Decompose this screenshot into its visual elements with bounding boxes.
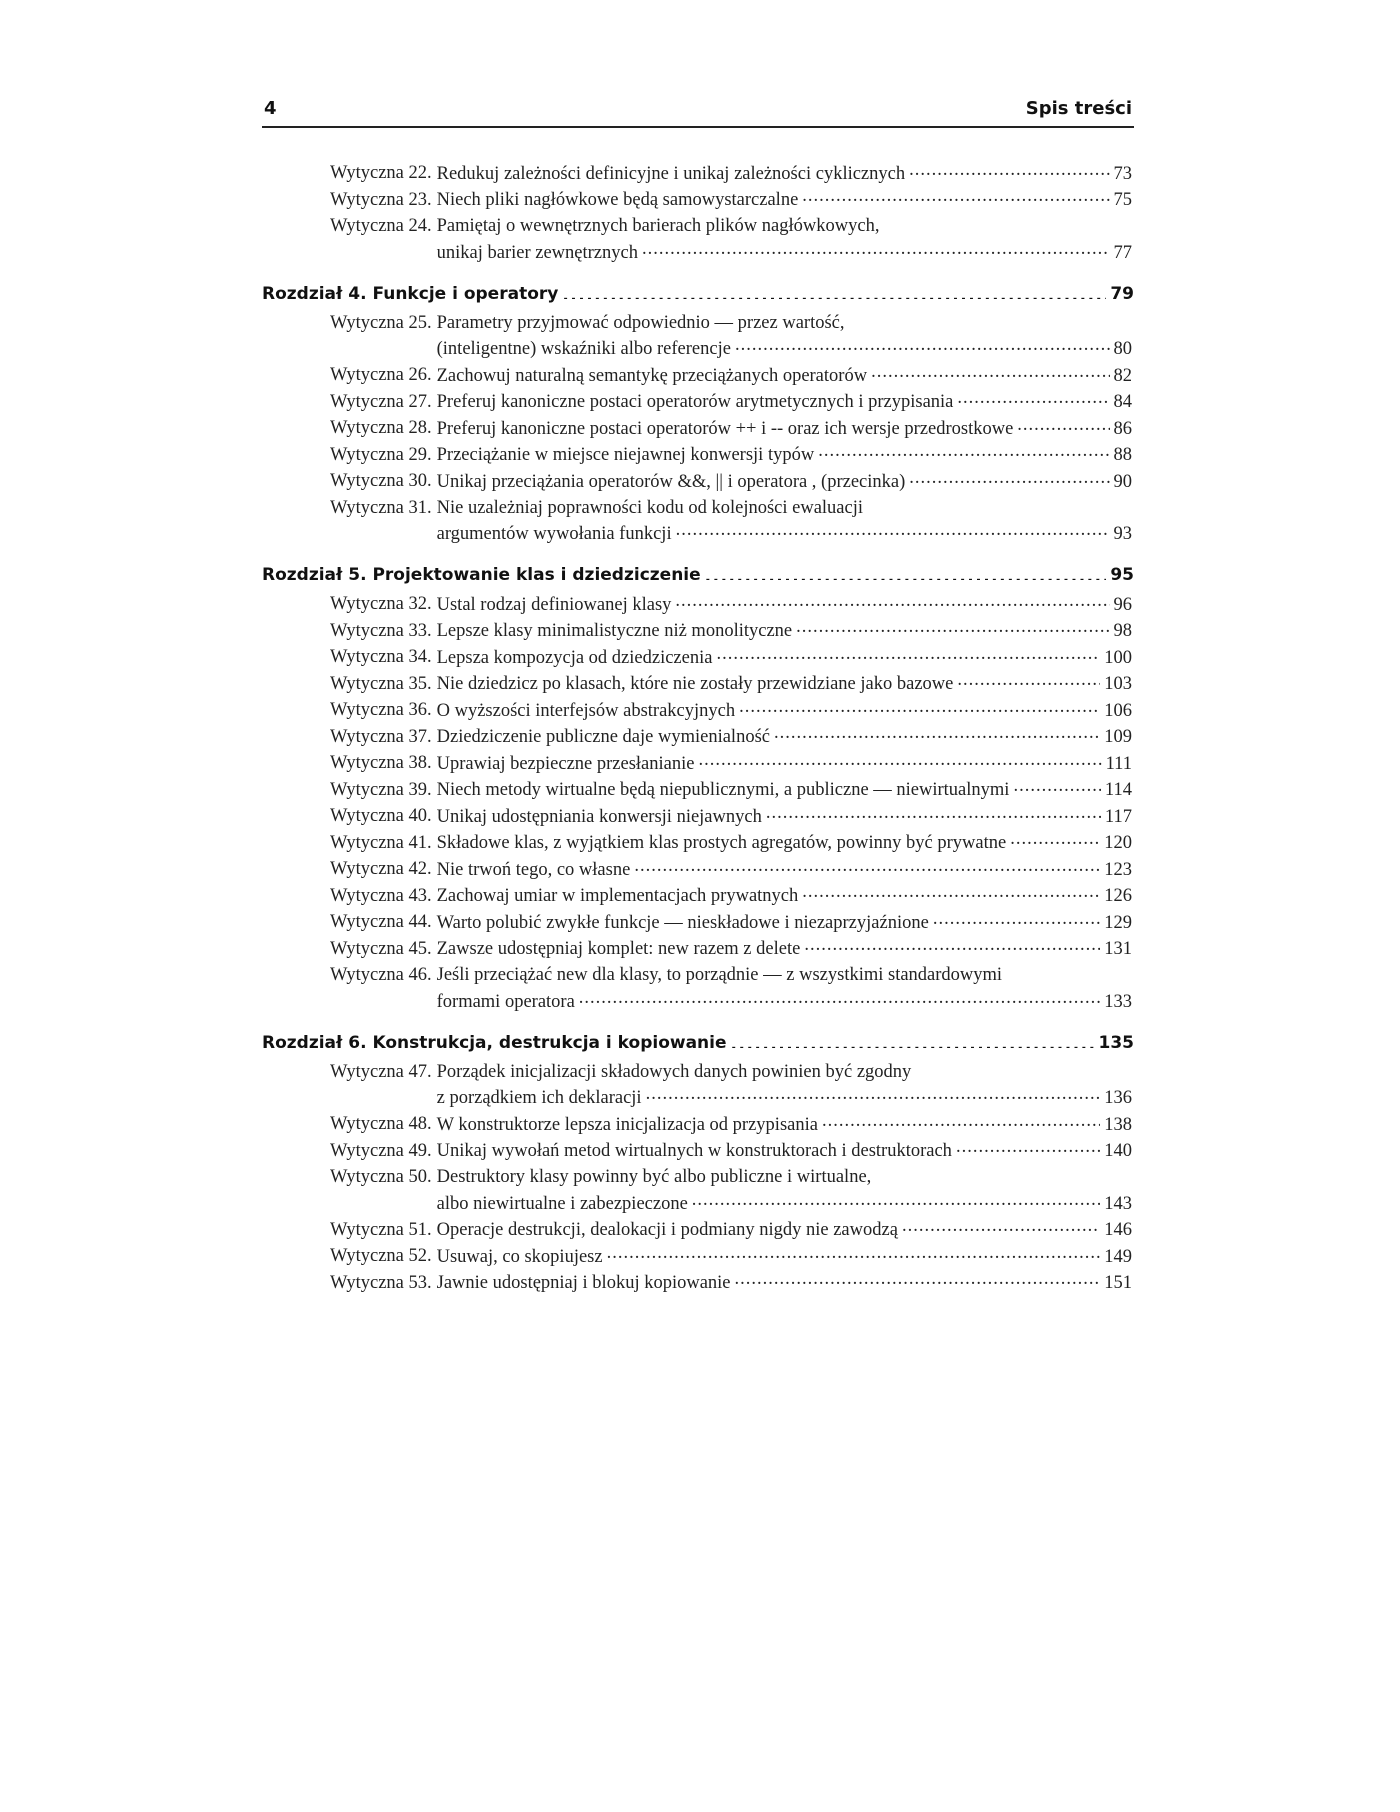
entry-title-line: Unikaj wywołań metod wirtualnych w konstruktorach i destruktorach xyxy=(436,1141,952,1161)
entry-last-line xyxy=(437,936,1132,963)
entry-body xyxy=(437,1243,1132,1270)
toc-entry[interactable] xyxy=(262,468,1134,495)
entry-page-number: 96 xyxy=(1113,594,1132,615)
entry-number: Wytyczna 36. xyxy=(330,700,432,720)
entry-body xyxy=(437,909,1132,936)
entry-title-line: Jeśli przeciążać new dla klasy, to porządnie — z wszystkimi standardowymi xyxy=(436,965,1003,985)
entry-title-line: Unikaj przeciążania operatorów &&, || i operatora , (przecinka) xyxy=(436,471,906,492)
entry-page-number: 103 xyxy=(1104,674,1132,694)
dot-leader xyxy=(642,239,1110,258)
entry-page-number: 117 xyxy=(1104,806,1132,827)
entry-last-line xyxy=(437,724,1132,751)
dot-leader xyxy=(634,856,1100,875)
entry-page-number: 93 xyxy=(1113,524,1132,544)
toc-entry[interactable] xyxy=(262,1217,1134,1244)
dot-leader xyxy=(871,362,1109,381)
entry-body xyxy=(437,777,1132,804)
chapter-title: Rozdział 6. Konstrukcja, destrukcja i kopiowanie xyxy=(262,1032,727,1053)
toc-entry[interactable] xyxy=(262,883,1134,910)
entry-title-line: Zachowuj naturalną semantykę przeciążanych operatorów xyxy=(436,365,868,386)
entry-number: Wytyczna 45. xyxy=(330,938,432,959)
entry-body xyxy=(437,1217,1132,1244)
entry-number: Wytyczna 42. xyxy=(330,859,432,879)
chapter-page-number: 95 xyxy=(1110,565,1134,585)
toc-entry[interactable] xyxy=(262,750,1134,777)
entry-body xyxy=(437,750,1132,777)
toc-entry[interactable] xyxy=(262,187,1134,214)
dot-leader xyxy=(607,1243,1101,1262)
entry-number: Wytyczna 43. xyxy=(330,885,432,906)
entry-body xyxy=(437,962,1132,1015)
entry-page-number: 123 xyxy=(1104,859,1132,880)
entry-page-number: 98 xyxy=(1113,621,1132,641)
entry-title-line: Dziedziczenie publiczne daje wymienialność xyxy=(436,727,770,747)
entry-number: Wytyczna 24. xyxy=(330,216,432,236)
dot-leader xyxy=(802,883,1100,902)
entry-number: Wytyczna 37. xyxy=(330,726,432,747)
entry-number: Wytyczna 35. xyxy=(330,673,432,694)
toc-entry[interactable] xyxy=(262,644,1134,671)
entry-page-number: 136 xyxy=(1104,1088,1132,1108)
entry-title-line: Lepsze klasy minimalistyczne niż monolityczne xyxy=(436,621,793,641)
entry-title-line: (inteligentne) wskaźniki albo referencje xyxy=(436,339,731,359)
entry-page-number: 149 xyxy=(1104,1246,1132,1267)
entry-page-number: 82 xyxy=(1113,365,1132,386)
entry-body xyxy=(437,1270,1132,1297)
entry-page-number: 151 xyxy=(1104,1273,1132,1293)
chapter-page-number: 79 xyxy=(1110,283,1134,304)
entry-last-line xyxy=(437,521,1132,548)
entry-page-number: 100 xyxy=(1104,647,1132,668)
entry-body xyxy=(437,883,1132,910)
entry-number: Wytyczna 44. xyxy=(330,912,432,932)
dot-leader xyxy=(796,618,1109,637)
toc-entry[interactable] xyxy=(262,415,1134,442)
dot-leader xyxy=(804,936,1100,955)
entry-number: Wytyczna 29. xyxy=(330,444,432,465)
entry-last-line xyxy=(437,591,1132,618)
entry-page-number: 88 xyxy=(1113,445,1132,465)
entry-title-line: Nie trwoń tego, co własne xyxy=(436,859,631,880)
entry-body xyxy=(437,213,1132,266)
entry-page-number: 131 xyxy=(1104,939,1132,959)
dot-leader xyxy=(579,988,1100,1007)
entry-number: Wytyczna 49. xyxy=(330,1140,432,1161)
entry-body xyxy=(437,697,1132,724)
entry-title-line: Niech pliki nagłówkowe będą samowystarczalne xyxy=(436,190,799,210)
entry-title-line: Pamiętaj o wewnętrznych barierach plików nagłówkowych, xyxy=(436,216,880,236)
dot-leader xyxy=(956,1138,1100,1157)
entry-title-line: O wyższości interfejsów abstrakcyjnych xyxy=(436,700,736,721)
dot-leader xyxy=(716,644,1100,663)
entry-number: Wytyczna 50. xyxy=(330,1167,432,1187)
entry-body xyxy=(437,1059,1132,1112)
entry-body xyxy=(437,618,1132,645)
entry-body xyxy=(437,310,1132,363)
entry-title-line: Destruktory klasy powinny być albo publiczne i wirtualne, xyxy=(436,1167,872,1187)
entry-last-line xyxy=(437,239,1132,266)
toc-entry[interactable] xyxy=(262,777,1134,804)
entry-title-line: Operacje destrukcji, dealokacji i podmiany nigdy nie zawodzą xyxy=(436,1220,898,1240)
entry-page-number: 75 xyxy=(1113,190,1132,210)
entry-page-number: 133 xyxy=(1104,991,1132,1012)
entry-last-line xyxy=(437,1217,1132,1244)
entry-page-number: 114 xyxy=(1104,780,1132,800)
entry-page-number: 84 xyxy=(1113,392,1132,412)
entry-last-line xyxy=(437,336,1132,363)
toc-entry[interactable] xyxy=(262,962,1134,1015)
entry-last-line xyxy=(437,187,1132,214)
entry-body xyxy=(437,1164,1132,1217)
entry-page-number: 73 xyxy=(1113,163,1132,184)
toc-entry[interactable] xyxy=(262,591,1134,618)
entry-number: Wytyczna 26. xyxy=(330,365,432,385)
entry-last-line xyxy=(437,671,1132,698)
entry-number: Wytyczna 33. xyxy=(330,620,432,641)
entry-page-number: 80 xyxy=(1113,339,1132,359)
entry-body xyxy=(437,724,1132,751)
dot-leader xyxy=(909,160,1109,179)
entry-page-number: 106 xyxy=(1104,700,1132,721)
entry-last-line xyxy=(437,618,1132,645)
header-title: Spis treści xyxy=(1025,98,1132,119)
chapter-title: Rozdział 5. Projektowanie klas i dziedziczenie xyxy=(262,565,701,585)
entry-last-line xyxy=(437,750,1132,777)
entry-last-line xyxy=(437,830,1132,857)
entry-body xyxy=(437,644,1132,671)
entry-title-line: formami operatora xyxy=(436,991,575,1012)
entry-number: Wytyczna 27. xyxy=(330,391,432,412)
toc-entry[interactable] xyxy=(262,362,1134,389)
toc-entry[interactable] xyxy=(262,495,1134,548)
entry-page-number: 109 xyxy=(1104,727,1132,747)
entry-title-line: Składowe klas, z wyjątkiem klas prostych agregatów, powinny być prywatne xyxy=(436,833,1007,853)
dot-leader xyxy=(1013,777,1100,796)
entry-number: Wytyczna 40. xyxy=(330,806,432,826)
entry-body xyxy=(437,389,1132,416)
entry-body xyxy=(437,856,1132,883)
entry-number: Wytyczna 46. xyxy=(330,965,432,985)
dot-leader xyxy=(802,187,1109,206)
dot-leader xyxy=(698,750,1101,769)
entry-body xyxy=(437,591,1132,618)
entry-body xyxy=(437,468,1132,495)
entry-page-number: 90 xyxy=(1113,471,1132,492)
entry-last-line xyxy=(437,1190,1132,1217)
entry-body xyxy=(437,187,1132,214)
entry-title-line: Warto polubić zwykłe funkcje — nieskładowe i niezaprzyjaźnione xyxy=(436,912,929,933)
entry-title-line: albo niewirtualne i zabezpieczone xyxy=(436,1193,688,1214)
dot-leader xyxy=(933,909,1100,928)
toc-entry[interactable] xyxy=(262,389,1134,416)
entry-last-line xyxy=(437,1270,1132,1297)
entry-title-line: Zachowaj umiar w implementacjach prywatnych xyxy=(436,886,799,906)
entry-page-number: 143 xyxy=(1104,1193,1132,1214)
entry-page-number: 120 xyxy=(1104,833,1132,853)
entry-title-line: Niech metody wirtualne będą niepublicznymi, a publiczne — niewirtualnymi xyxy=(436,780,1010,800)
entry-last-line xyxy=(437,415,1132,442)
toc-entry[interactable] xyxy=(262,213,1134,266)
entry-title-line: Lepsza kompozycja od dziedziczenia xyxy=(436,647,713,668)
entry-last-line xyxy=(437,442,1132,469)
entry-title-line: Przeciążanie w miejsce niejawnej konwersji typów xyxy=(436,445,815,465)
entry-number: Wytyczna 22. xyxy=(330,163,432,183)
toc-entry[interactable] xyxy=(262,618,1134,645)
entry-last-line xyxy=(437,389,1132,416)
dot-leader xyxy=(818,442,1109,461)
entry-title-line: Parametry przyjmować odpowiednio — przez wartość, xyxy=(436,312,845,333)
dot-leader xyxy=(1010,830,1100,849)
entry-number: Wytyczna 31. xyxy=(330,497,432,518)
toc-entry[interactable] xyxy=(262,909,1134,936)
entry-number: Wytyczna 25. xyxy=(330,312,432,333)
toc-chapter[interactable] xyxy=(262,560,1134,590)
entry-title-line: Jawnie udostępniaj i blokuj kopiowanie xyxy=(436,1273,731,1293)
entry-last-line xyxy=(437,1138,1132,1165)
dot-leader xyxy=(1017,415,1109,434)
toc-entry[interactable] xyxy=(262,1138,1134,1165)
entry-body xyxy=(437,362,1132,389)
dot-leader xyxy=(731,1031,1095,1048)
entry-page-number: 138 xyxy=(1104,1114,1132,1135)
entry-number: Wytyczna 47. xyxy=(330,1061,432,1082)
entry-last-line xyxy=(437,856,1132,883)
entry-title-line: Redukuj zależności definicyjne i unikaj zależności cyklicznych xyxy=(436,163,906,184)
toc-entry[interactable] xyxy=(262,442,1134,469)
entry-title-line: Ustal rodzaj definiowanej klasy xyxy=(436,594,672,615)
entry-page-number: 140 xyxy=(1104,1141,1132,1161)
entry-last-line xyxy=(437,1085,1132,1112)
entry-last-line xyxy=(437,1111,1132,1138)
dot-leader xyxy=(675,591,1109,610)
entry-last-line xyxy=(437,644,1132,671)
entry-last-line xyxy=(437,803,1132,830)
toc-entry[interactable] xyxy=(262,310,1134,363)
entry-body xyxy=(437,442,1132,469)
toc-entry[interactable] xyxy=(262,1243,1134,1270)
entry-page-number: 146 xyxy=(1104,1220,1132,1240)
dot-leader xyxy=(692,1190,1100,1209)
entry-title-line: Preferuj kanoniczne postaci operatorów arytmetycznych i przypisania xyxy=(436,392,954,412)
toc-entry[interactable] xyxy=(262,1059,1134,1112)
running-header xyxy=(262,96,1134,128)
entry-body xyxy=(437,160,1132,187)
entry-body xyxy=(437,1138,1132,1165)
entry-last-line xyxy=(437,468,1132,495)
entry-title-line: argumentów wywołania funkcji xyxy=(436,524,672,544)
dot-leader xyxy=(676,521,1110,540)
entry-number: Wytyczna 48. xyxy=(330,1114,432,1134)
dot-leader xyxy=(766,803,1101,822)
entry-number: Wytyczna 41. xyxy=(330,832,432,853)
dot-leader xyxy=(562,282,1106,299)
dot-leader xyxy=(774,724,1100,743)
dot-leader xyxy=(909,468,1109,487)
entry-page-number: 111 xyxy=(1105,753,1132,774)
entry-number: Wytyczna 23. xyxy=(330,189,432,210)
dot-leader xyxy=(822,1111,1100,1130)
entry-page-number: 126 xyxy=(1104,886,1132,906)
chapter-page-number: 135 xyxy=(1098,1032,1134,1053)
dot-leader xyxy=(739,697,1100,716)
entry-body xyxy=(437,830,1132,857)
entry-title-line: unikaj barier zewnętrznych xyxy=(436,242,638,263)
table-of-contents xyxy=(262,160,1134,1296)
entry-last-line xyxy=(437,777,1132,804)
entry-number: Wytyczna 30. xyxy=(330,471,432,491)
entry-page-number: 77 xyxy=(1113,242,1132,263)
entry-last-line xyxy=(437,160,1132,187)
dot-leader xyxy=(902,1217,1100,1236)
entry-last-line xyxy=(437,909,1132,936)
toc-entry[interactable] xyxy=(262,697,1134,724)
entry-title-line: W konstruktorze lepsza inicjalizacja od przypisania xyxy=(436,1114,818,1135)
entry-last-line xyxy=(437,883,1132,910)
entry-last-line xyxy=(437,697,1132,724)
entry-number: Wytyczna 39. xyxy=(330,779,432,800)
entry-title-line: Uprawiaj bezpieczne przesłanianie xyxy=(436,753,695,774)
entry-number: Wytyczna 53. xyxy=(330,1272,432,1293)
entry-body xyxy=(437,495,1132,548)
toc-entry[interactable] xyxy=(262,830,1134,857)
entry-last-line xyxy=(437,362,1132,389)
chapter-title: Rozdział 4. Funkcje i operatory xyxy=(262,283,559,304)
toc-entry[interactable] xyxy=(262,724,1134,751)
toc-entry[interactable] xyxy=(262,1111,1134,1138)
entry-title-line: Preferuj kanoniczne postaci operatorów ++ i -- oraz ich wersje przedrostkowe xyxy=(436,418,1014,439)
entry-page-number: 129 xyxy=(1104,912,1132,933)
entry-title-line: z porządkiem ich deklaracji xyxy=(436,1088,642,1108)
entry-page-number: 86 xyxy=(1113,418,1132,439)
dot-leader xyxy=(957,389,1109,408)
entry-title-line: Zawsze udostępniaj komplet: new razem z delete xyxy=(436,939,801,959)
dot-leader xyxy=(735,1270,1101,1289)
entry-title-line: Unikaj udostępniania konwersji niejawnych xyxy=(436,806,762,827)
toc-entry[interactable] xyxy=(262,856,1134,883)
entry-body xyxy=(437,936,1132,963)
entry-number: Wytyczna 52. xyxy=(330,1246,432,1266)
dot-leader xyxy=(735,336,1110,355)
toc-chapter[interactable] xyxy=(262,279,1134,309)
entry-title-line: Nie uzależniaj poprawności kodu od kolejności ewaluacji xyxy=(436,497,864,518)
entry-number: Wytyczna 32. xyxy=(330,594,432,614)
entry-title-line: Nie dziedzicz po klasach, które nie zostały przewidziane jako bazowe xyxy=(436,674,954,694)
dot-leader xyxy=(957,671,1100,690)
entry-last-line xyxy=(437,1243,1132,1270)
entry-body xyxy=(437,803,1132,830)
entry-number: Wytyczna 28. xyxy=(330,418,432,438)
page-number: 4 xyxy=(264,98,277,119)
toc-entry[interactable] xyxy=(262,1270,1134,1297)
entry-title-line: Usuwaj, co skopiujesz xyxy=(436,1246,603,1267)
entry-body xyxy=(437,1111,1132,1138)
entry-body xyxy=(437,415,1132,442)
toc-entry[interactable] xyxy=(262,671,1134,698)
entry-number: Wytyczna 38. xyxy=(330,753,432,773)
entry-number: Wytyczna 51. xyxy=(330,1219,432,1240)
dot-leader xyxy=(646,1085,1101,1104)
entry-last-line xyxy=(437,988,1132,1015)
toc-entry[interactable] xyxy=(262,803,1134,830)
entry-number: Wytyczna 34. xyxy=(330,647,432,667)
toc-entry[interactable] xyxy=(262,160,1134,187)
entry-body xyxy=(437,671,1132,698)
toc-chapter[interactable] xyxy=(262,1028,1134,1058)
toc-entry[interactable] xyxy=(262,1164,1134,1217)
entry-title-line: Porządek inicjalizacji składowych danych powinien być zgodny xyxy=(436,1061,912,1082)
toc-entry[interactable] xyxy=(262,936,1134,963)
dot-leader xyxy=(705,563,1107,580)
